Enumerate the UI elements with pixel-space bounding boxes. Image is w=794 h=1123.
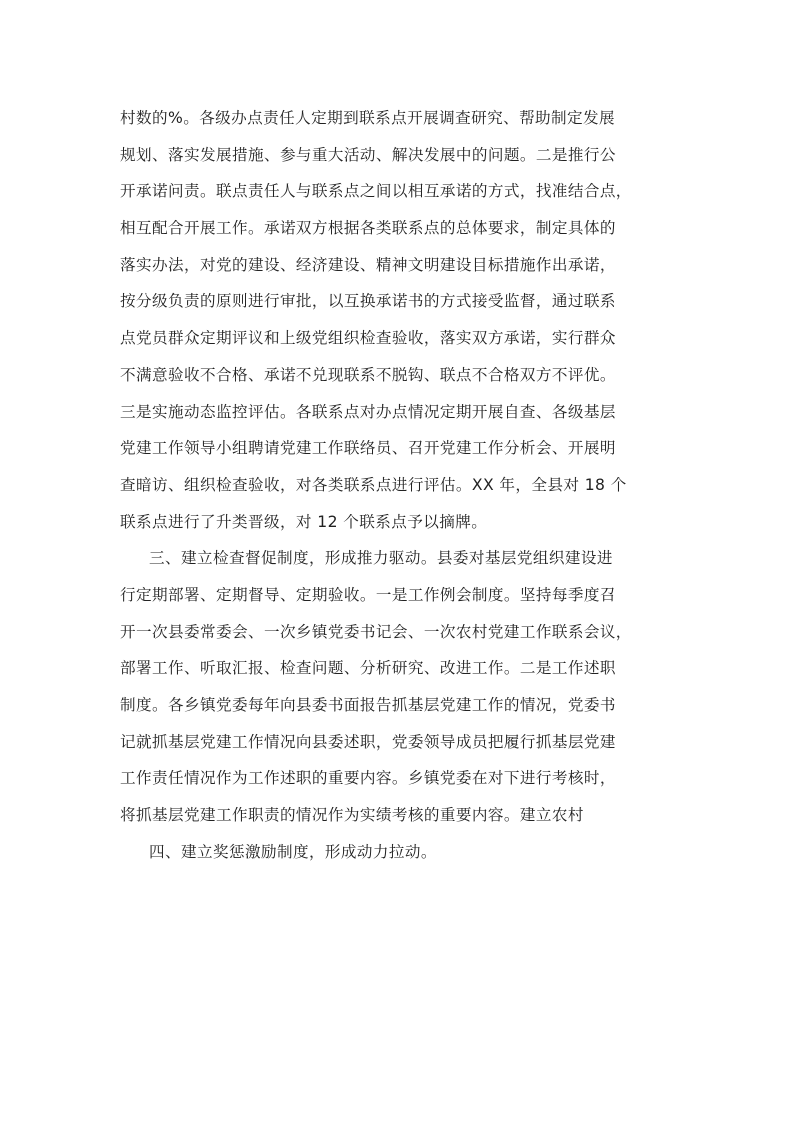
body-line-6: 按分级负责的原则进行审批，以互换承诺书的方式接受监督，通过联系	[120, 292, 616, 311]
body-line-9: 三是实施动态监控评估。各联系点对办点情况定期开展自查、各级基层	[120, 402, 616, 421]
body-line-8: 不满意验收不合格、承诺不兑现联系不脱钩、联点不合格双方不评优。	[120, 365, 616, 384]
body-line-7: 点党员群众定期评议和上级党组织检查验收，落实双方承诺，实行群众	[120, 329, 616, 348]
body-line-15: 开一次县委常委会、一次乡镇党委书记会、一次农村党建工作联系会议，	[120, 622, 632, 641]
body-line-17: 制度。各乡镇党委每年向县委书面报告抓基层党建工作的情况，党委书	[120, 696, 616, 714]
document-body	[120, 100, 680, 870]
section-three-heading-line: 三、建立检查督促制度，形成推力驱动。县委对基层党组织建设进	[149, 549, 613, 568]
body-line-10: 党建工作领导小组聘请党建工作联络员、召开党建工作分析会、开展明	[120, 439, 616, 458]
body-line-20: 将抓基层党建工作职责的情况作为实绩考核的重要内容。建立农村	[120, 806, 584, 825]
body-line-2: 规划、落实发展措施、参与重大活动、解决发展中的问题。二是推行公	[120, 145, 616, 164]
body-line-11: 查暗访、组织检查验收，对各类联系点进行评估。XX 年，全县对 18 个	[120, 475, 627, 494]
section-four-heading-line: 四、建立奖惩激励制度，形成动力拉动。	[149, 842, 437, 861]
body-line-1: 村数的%。各级办点责任人定期到联系点开展调查研究、帮助制定发展	[120, 109, 616, 127]
body-line-19: 工作责任情况作为工作述职的重要内容。乡镇党委在对下进行考核时，	[120, 769, 616, 788]
body-line-14: 行定期部署、定期督导、定期验收。一是工作例会制度。坚持每季度召	[120, 585, 616, 604]
body-line-16: 部署工作、听取汇报、检查问题、分析研究、改进工作。二是工作述职	[120, 659, 616, 678]
body-line-12: 联系点进行了升类晋级，对 12 个联系点予以摘牌。	[120, 512, 488, 531]
body-line-4: 相互配合开展工作。承诺双方根据各类联系点的总体要求，制定具体的	[120, 219, 616, 238]
body-line-3: 开承诺问责。联点责任人与联系点之间以相互承诺的方式，找准结合点，	[120, 182, 632, 201]
body-line-18: 记就抓基层党建工作情况向县委述职，党委领导成员把履行抓基层党建	[120, 732, 616, 751]
body-line-5: 落实办法，对党的建设、经济建设、精神文明建设目标措施作出承诺，	[120, 255, 616, 274]
